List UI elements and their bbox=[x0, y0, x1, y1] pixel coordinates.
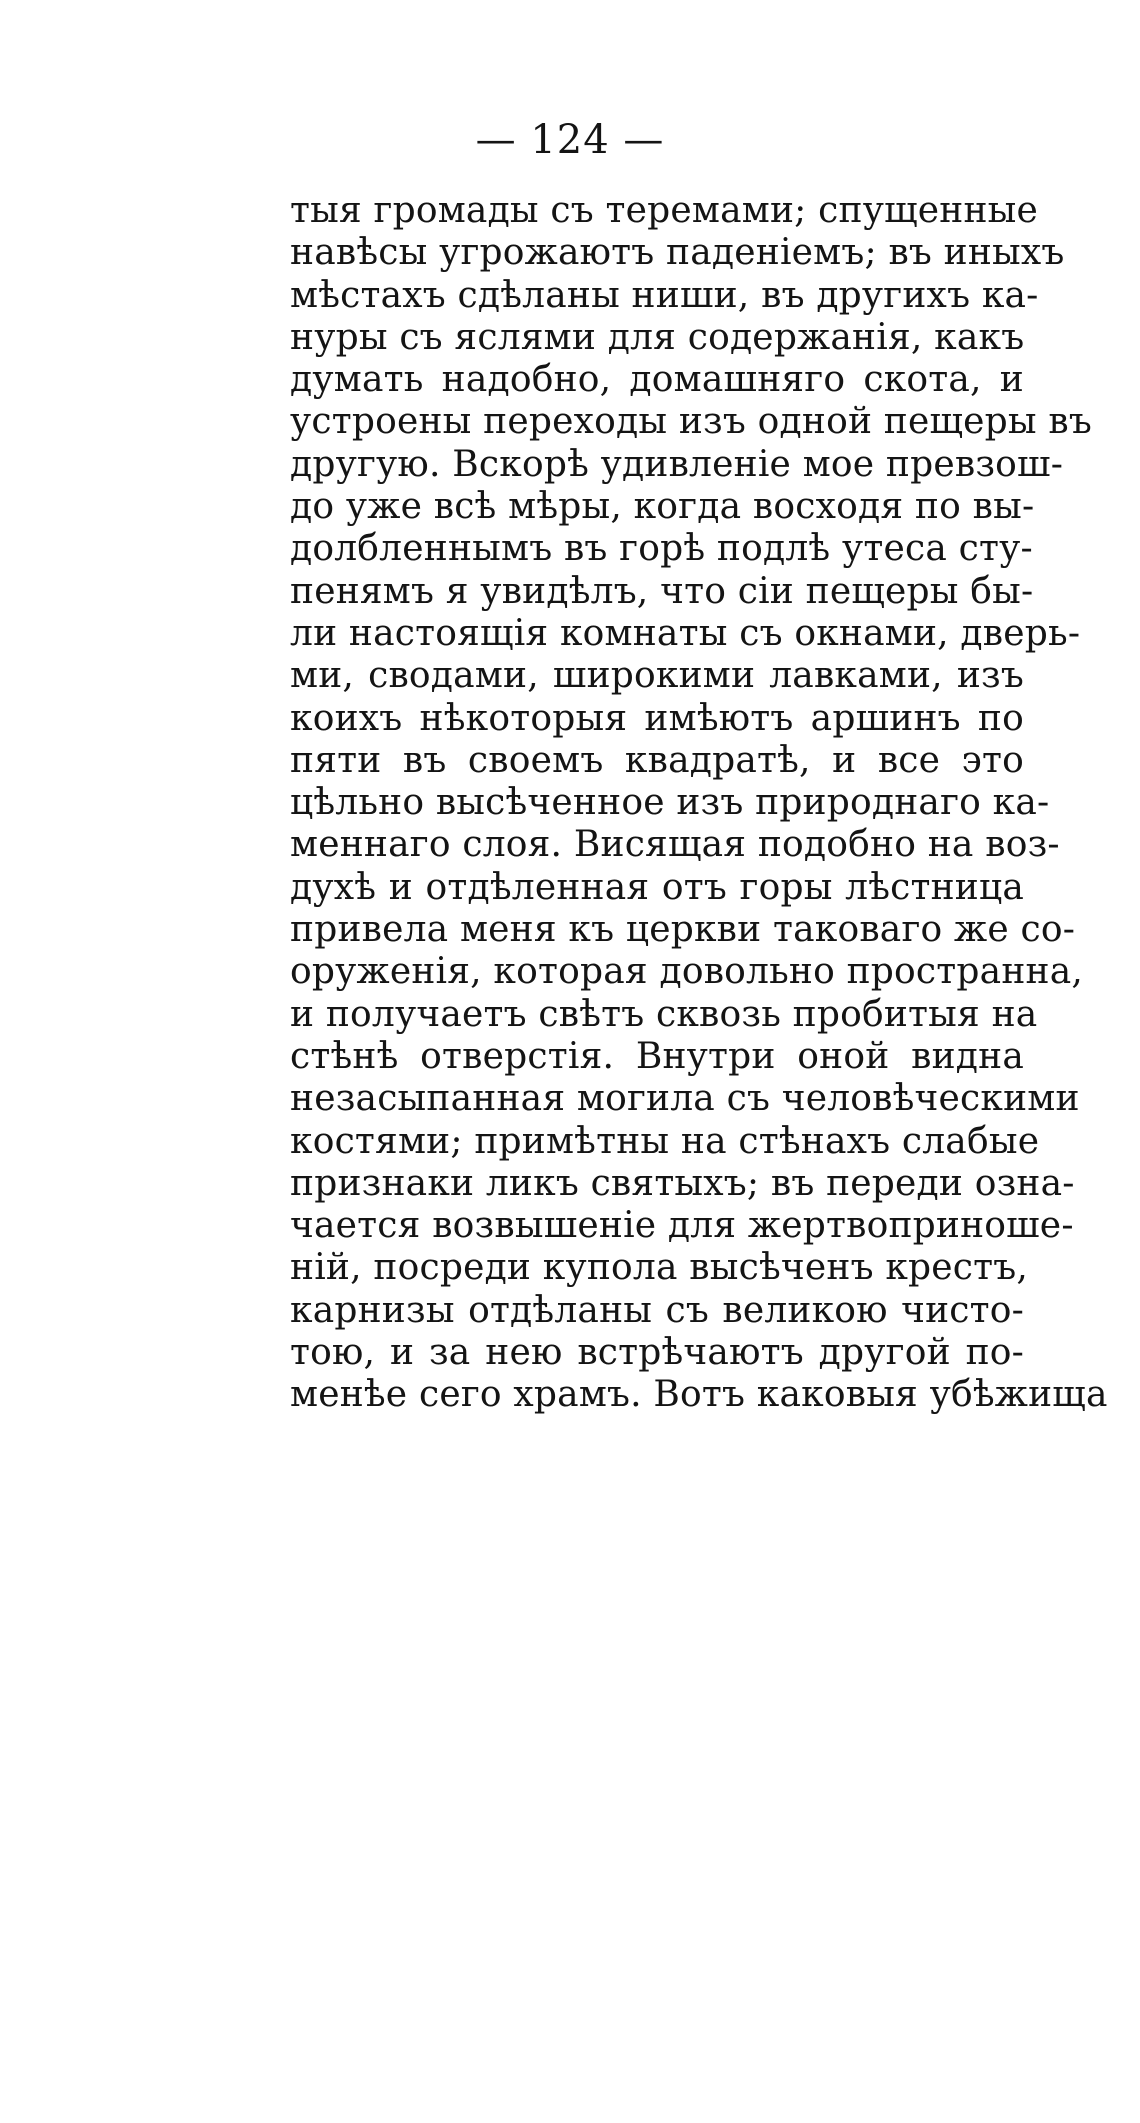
text-line: стѣнѣ отверстія. Внутри оной видна bbox=[290, 1035, 1024, 1077]
text-line: коихъ нѣкоторыя имѣютъ аршинъ по bbox=[290, 697, 1024, 739]
text-line: чается возвышеніе для жертвоприноше- bbox=[290, 1205, 1074, 1247]
text-line: до уже всѣ мѣры, когда восходя по вы- bbox=[290, 486, 1035, 528]
page-number: — 124 — bbox=[475, 117, 665, 163]
text-line: тою, и за нею встрѣчаютъ другой по- bbox=[290, 1332, 1024, 1374]
text-line: привела меня къ церкви таковаго же со- bbox=[290, 909, 1076, 951]
text-line: думать надобно, домашняго скота, и bbox=[290, 359, 1024, 401]
text-line: ми, сводами, широкими лавками, изъ bbox=[290, 655, 1024, 697]
text-line: пенямъ я увидѣлъ, что сіи пещеры бы- bbox=[290, 570, 1034, 612]
text-line: нуры съ яслями для содержанія, какъ bbox=[290, 316, 1025, 358]
text-line: карнизы отдѣланы съ великою чисто- bbox=[290, 1289, 1024, 1331]
text-line: тыя громады съ теремами; спущенные bbox=[290, 190, 1038, 231]
text-line: устроены переходы изъ одной пещеры въ bbox=[290, 401, 1092, 443]
text-line: и получаетъ свѣтъ сквозь пробитыя на bbox=[290, 993, 1038, 1035]
text-line: меннаго слоя. Висящая подобно на воз- bbox=[290, 824, 1060, 866]
text-line: менѣе сего храмъ. Вотъ каковыя убѣжища bbox=[290, 1374, 1108, 1416]
text-line: цѣльно высѣченное изъ природнаго ка- bbox=[290, 782, 1050, 824]
text-line: пяти въ своемъ квадратѣ, и все это bbox=[290, 739, 1024, 781]
text-line: незасыпанная могила съ человѣческими bbox=[290, 1078, 1080, 1120]
text-line: признаки ликъ святыхъ; въ переди озна- bbox=[290, 1162, 1075, 1204]
text-line: костями; примѣтны на стѣнахъ слабые bbox=[290, 1120, 1040, 1162]
text-line: другую. Вскорѣ удивленіе мое превзош- bbox=[290, 443, 1064, 485]
body-text bbox=[290, 190, 1108, 1417]
text-line: ній, посреди купола высѣченъ крестъ, bbox=[290, 1247, 1029, 1289]
text-line: ли настоящія комнаты съ окнами, дверь- bbox=[290, 612, 1081, 654]
text-line: долбленнымъ въ горѣ подлѣ утеса сту- bbox=[290, 528, 1033, 570]
text-line: навѣсы угрожаютъ паденіемъ; въ иныхъ bbox=[290, 232, 1065, 274]
text-line: мѣстахъ сдѣланы ниши, въ другихъ ка- bbox=[290, 274, 1039, 316]
text-line: духѣ и отдѣленная отъ горы лѣстница bbox=[290, 866, 1024, 908]
text-line: оруженія, которая довольно пространна, bbox=[290, 951, 1084, 993]
